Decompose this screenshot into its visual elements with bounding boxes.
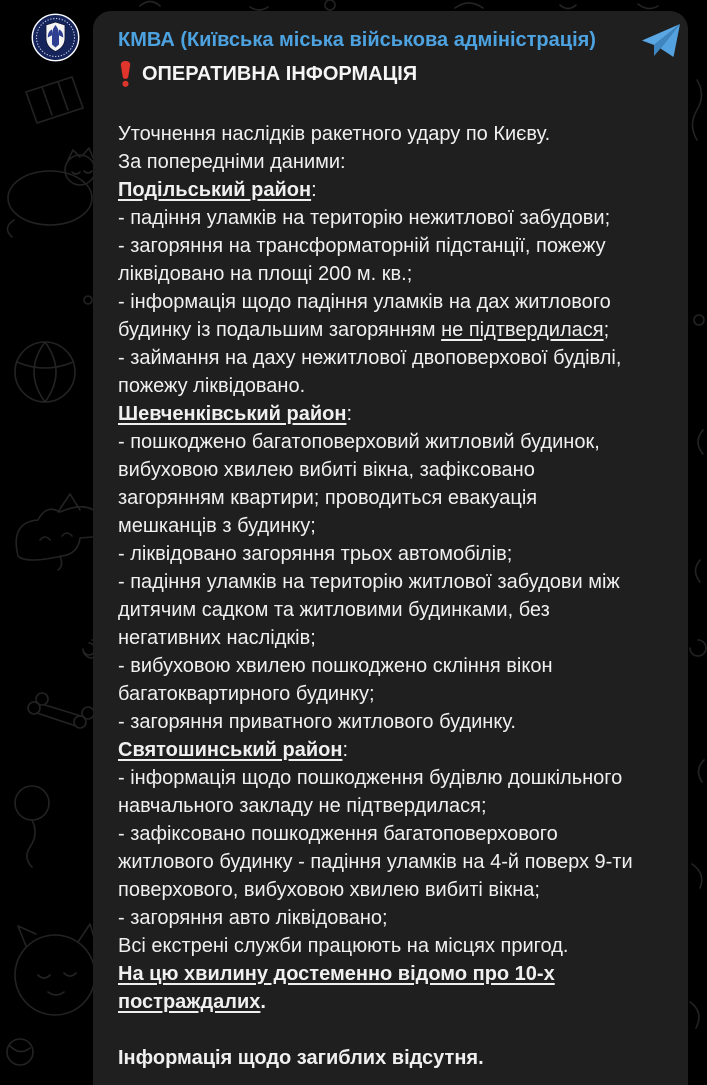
message-segment: Шевченківський район <box>118 403 347 425</box>
message-segment: будинку із подальшим загорянням <box>118 319 442 341</box>
message-line <box>118 512 663 540</box>
message-segment: не підтвердилася <box>441 319 604 341</box>
message-line <box>118 736 663 764</box>
message-line <box>118 204 663 232</box>
message-segment: поверхового, вибуховою хвилею вибиті вікна; <box>118 879 540 901</box>
red-exclamation-icon <box>118 61 133 87</box>
channel-name[interactable]: КМВА (Київська міська військова адміністрація) <box>118 29 596 51</box>
message-segment: - загоряння на трансформаторній підстанції, пожежу <box>118 235 606 257</box>
message-segment: Всі екстрені служби працюють на місцях пригод. <box>118 935 569 957</box>
message-line <box>118 680 663 708</box>
message-segment: Уточнення наслідків ракетного удару по Києву. <box>118 123 551 145</box>
message-segment: : <box>346 403 352 425</box>
message-segment: - інформація щодо падіння уламків на дах житлового <box>118 291 611 313</box>
message-line <box>118 596 663 624</box>
message-title: ОПЕРАТИВНА ІНФОРМАЦІЯ <box>142 62 418 85</box>
message-segment: негативних наслідків; <box>118 627 316 649</box>
message-line <box>118 148 663 176</box>
message-lines <box>118 120 663 1072</box>
message-line <box>118 540 663 568</box>
message-line <box>118 176 663 204</box>
message-line <box>118 232 663 260</box>
message-segment: - зафіксовано пошкодження багатоповерхового <box>118 823 558 845</box>
message-segment: вибуховою хвилею вибиті вікна, зафіксовано <box>118 459 535 481</box>
message-segment: - займання на даху нежитлової двоповерхової будівлі, <box>118 347 622 369</box>
message-line <box>118 820 663 848</box>
message-segment: мешканців з будинку; <box>118 515 316 537</box>
message-line <box>118 428 663 456</box>
message-line <box>118 288 663 316</box>
channel-avatar[interactable] <box>31 13 80 62</box>
message-line <box>118 1044 663 1072</box>
message-segment: - вибуховою хвилею пошкоджено скління вікон <box>118 655 553 677</box>
message-line <box>118 484 663 512</box>
message-line <box>118 120 663 148</box>
message-segment: Подільський район <box>118 179 312 201</box>
telegram-share-icon[interactable] <box>641 23 681 59</box>
message-line <box>118 1016 663 1044</box>
message-line <box>118 400 663 428</box>
message-segment: пожежу ліквідовано. <box>118 375 306 397</box>
message-line <box>118 988 663 1016</box>
message-segment: житлового будинку - падіння уламків на 4-й поверх 9-ти <box>118 851 633 873</box>
message-segment: ; <box>603 319 610 341</box>
message-bubble <box>93 11 688 1085</box>
message-line <box>118 260 663 288</box>
message-segment: Інформація щодо загиблих відсутня. <box>118 1047 484 1069</box>
message-segment: багатоквартирного будинку; <box>118 683 375 705</box>
message-segment: - пошкоджено багатоповерховий житловий будинок, <box>118 431 600 453</box>
message-line <box>118 708 663 736</box>
message-segment: постраждалих <box>118 991 261 1013</box>
message-title-row <box>118 60 663 88</box>
message-segment: : <box>342 739 349 761</box>
message-segment: - загоряння приватного житлового будинку. <box>118 711 516 733</box>
message-line <box>118 904 663 932</box>
message-segment: - загоряння авто ліквідовано; <box>118 907 388 929</box>
kyiv-emblem-icon <box>31 13 80 62</box>
message-line <box>118 876 663 904</box>
message-segment: На цю хвилину достеменно відомо про 10-х <box>118 963 555 985</box>
message-segment: навчального закладу не підтвердилася; <box>118 795 487 817</box>
message-segment: - падіння уламків на територію житлової забудови між <box>118 571 620 593</box>
message-line <box>118 652 663 680</box>
message-line <box>118 568 663 596</box>
message-segment: - падіння уламків на територію нежитлової забудови; <box>118 207 611 229</box>
message-line <box>118 792 663 820</box>
message-line <box>118 316 663 344</box>
message-line <box>118 932 663 960</box>
message-line <box>118 456 663 484</box>
message-segment: За попередніми даними: <box>118 151 346 173</box>
message-segment: - ліквідовано загоряння трьох автомобілів; <box>118 543 513 565</box>
message-line <box>118 372 663 400</box>
message-line <box>118 764 663 792</box>
message-segment: : <box>311 179 317 201</box>
message-segment: - інформація щодо пошкодження будівлю дошкільного <box>118 767 623 789</box>
message-segment: . <box>260 991 266 1013</box>
message-segment: загорянням квартири; проводиться евакуація <box>118 487 538 509</box>
message-line <box>118 624 663 652</box>
message-segment: Святошинський район <box>118 739 343 761</box>
message-line <box>118 848 663 876</box>
message-line <box>118 344 663 372</box>
message-segment: дитячим садком та житловими будинками, без <box>118 599 550 621</box>
message-segment: ліквідовано на площі 200 м. кв.; <box>118 263 413 285</box>
message-line <box>118 960 663 988</box>
blank-line <box>118 88 663 120</box>
